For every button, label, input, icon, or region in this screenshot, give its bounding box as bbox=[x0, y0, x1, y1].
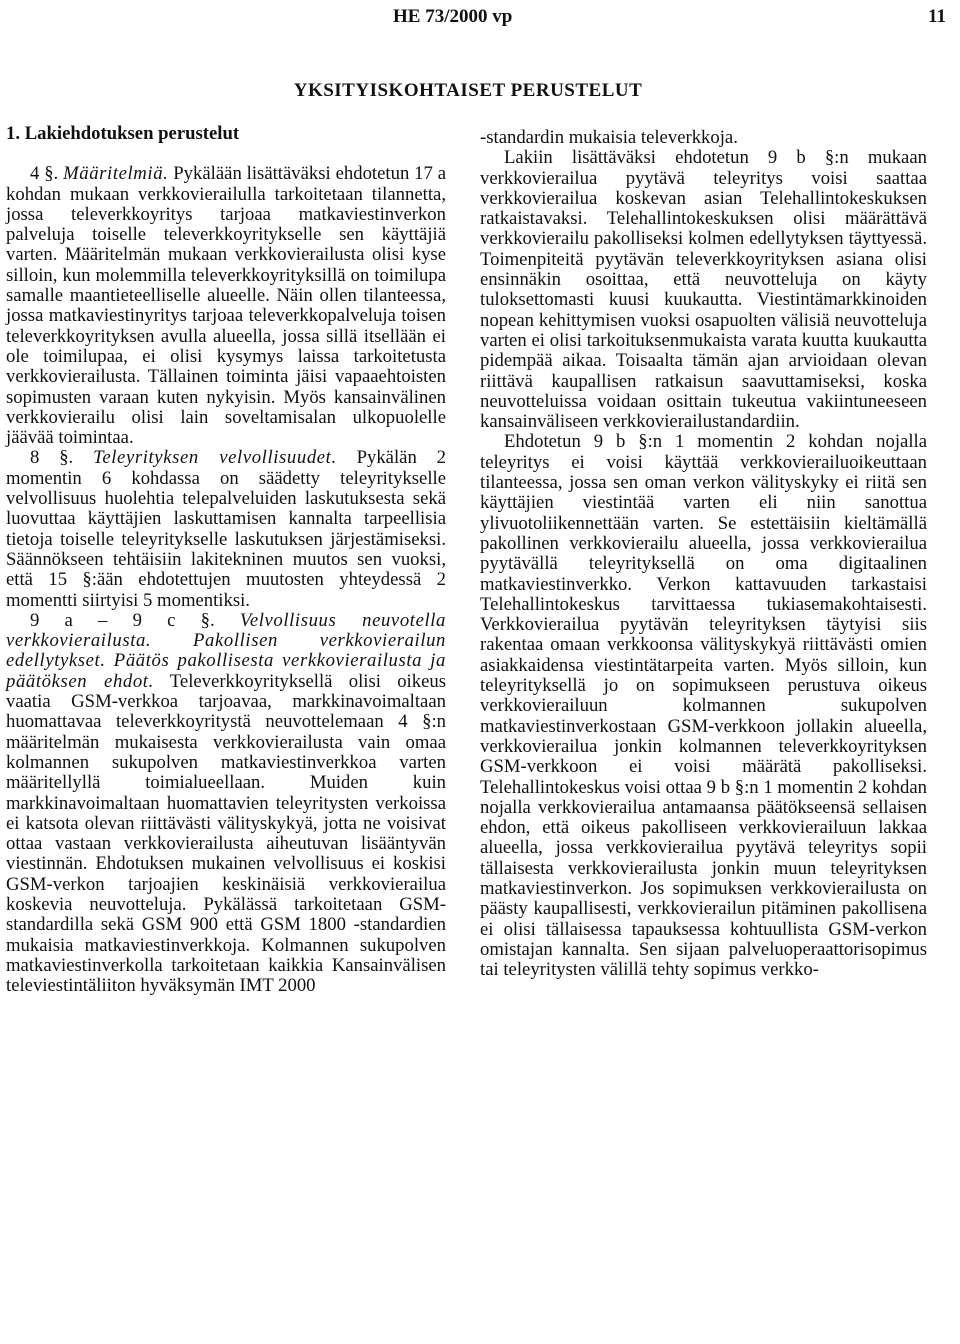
paragraph-text: Pykälän 2 momentin 6 kohdassa on säädetty teleyritykselle velvollisuus huolehtia telepalveluiden laskutuksesta sekä luovuttaa käyttäjien laskuttamisen kannalta tarpeellisia tietoja toiselle teleyritykselle laskutuksen järjestämiseksi. Säännökseen tehtäisiin lakitekninen muutos sen vuoksi, että 15 §:ään ehdotettujen muutosten yhteydessä 2 momentti siirtyisi 5 momentiksi. bbox=[6, 447, 447, 611]
section-ref: 4 §. bbox=[30, 163, 64, 185]
section-ref: 8 §. bbox=[30, 447, 94, 469]
paragraph-obligations bbox=[6, 448, 446, 610]
paragraph-definitions bbox=[6, 164, 446, 448]
paragraph-conditions: Lakiin lisättäväksi ehdotetun 9 b §:n mukaan verkkovierailua pyytävä teleyritys voisi saattaa verkkovierailua koskevan asian Telehallintokeskuksen ratkaistavaksi. Telehallintokeskuksen olisi määrättävä verkkovierailu pakolliseksi kolmen edellytyksen täyttyessä. Toimenpiteitä pyytävän televerkkoyrityksen asiana olisi ensinnäkin osoittaa, että neuvotteluja on käyty tuloksettomasti kuusi kuukautta. Viestintämarkkinoiden nopean kehittymisen vuoksi osapuolten välisiä neuvotteluja varten ei olisi tarkoituksenmukaista varata kuutta kuukautta pidempää aikaa. Toisaalta tämän ajan arvioidaan olevan riittävä kaupallisen ratkaisun saavuttamiseksi, koska neuvotteluissa voidaan osittain tukeutua vakiintuneeseen kansainväliseen verkkovierailustandardiin. bbox=[480, 147, 927, 433]
running-header bbox=[0, 4, 960, 30]
right-column bbox=[480, 128, 927, 980]
section-title: YKSITYISKOHTAISET PERUSTELUT bbox=[293, 80, 643, 101]
paragraph-continuation: -standardin mukaisia televerkkoja. bbox=[480, 127, 738, 148]
paragraph-text: Pykälään lisättäväksi ehdotetun 17 a kohdan mukaan verkkovierailulla tarkoitetaan tilannetta, jossa televerkkoyritys tarjoaa matkaviestinverkon palveluja toiselle televerkkoyritykselle sen käyttäjiä varten. Määritelmän mukaan verkkovierailusta olisi kyse silloin, kun molemmilla televerkkoyrityksillä on toimilupa samalle maantieteelliselle alueelle. Näin ollen tilanteessa, jossa matkaviestinyritys tarjoaa televerkkopalveluja toisen televerkkoyrityksen avulla alueella, jossa sillä itsellään ei ole toimilupaa, ei olisi kysymys laissa tarkoitetusta verkkovierailusta. Tällainen toiminta jäisi vapaaehtoisten sopimusten varaan kuten nykyisin. Myös kansainvälinen verkkovierailu olisi lain soveltamisalan ulkopuolelle jäävää toimintaa. bbox=[6, 163, 447, 449]
section-heading: Määritelmiä. bbox=[63, 163, 169, 185]
section-heading: Velvollisuus neuvotella verkkovierailusta. Pakollisen verkkovierailun edellytykset. Päätös pakollisesta verkkovierailusta ja päätöksen ehdot. bbox=[6, 609, 446, 692]
page-number: 11 bbox=[928, 6, 946, 27]
subheading: 1. Lakiehdotuksen perustelut bbox=[6, 123, 240, 144]
section-ref: 9 a – 9 c §. bbox=[30, 609, 240, 631]
paragraph-overflow-traffic: Ehdotetun 9 b §:n 1 momentin 2 kohdan nojalla teleyritys ei voisi käyttää verkkovierailuoikeuttaan tilanteessa, jossa sen oman verkon välityskyky ei riitä sen käyttäjien viestintää varten eli niin sanottua ylivuotoliikennettään varten. Se estettäisiin kieltämällä pakollinen verkkovierailu alueella, jossa verkkovierailua pyytävällä teleyrityksellä on oma digitaalinen matkaviestinverkko. Verkon kattavuuden tarkastaisi Telehallintokeskus tarvittaessa tukiasemakohtaisesti. Verkkovierailua pyytävän teleyrityksen täytyisi siis rakentaa omaan verkkoonsa välityskykyä riittävästi omien asiakkaidensa viestintätarpeita varten. Myös silloin, kun teleyrityksellä jo on sopimukseen perustuva oikeus verkkovierailuun kolmannen sukupolven matkaviestinverkostaan GSM-verkkoon jollakin alueella, verkkovierailua jonkin kolmannen televerkkoyrityksen GSM-verkkoon ei voisi määrätä pakolliseksi. Telehallintokeskus voisi ottaa 9 b §:n 1 momentin 2 kohdan nojalla verkkovierailua antamaansa päätökseensä sellaisen ehdon, että oikeus pakolliseen verkkovierailuun lakkaa alueella, jossa verkkovierailua pyytävä teleyritys sopii tällaisesta verkkovierailusta jonkin muun teleyrityksen matkaviestinverkon. Jos sopimuksen verkkovierailusta on päästy kaupallisesti, verkkovierailun pitäminen pakollisena ei olisi tällaisessa tapauksessa kohtuullista GSM-verkon omistajan kannalta. Sen sijaan palveluoperaattorisopimus tai teleyritysten välillä tehty sopimus verkko- bbox=[480, 431, 927, 981]
left-column bbox=[6, 124, 446, 996]
paragraph-text: Televerkkoyrityksellä olisi oikeus vaatia GSM-verkkoa tarjoavaa, markkinavoimaltaan huomattavaa televerkkoyritystä neuvottelemaan 4 §:n määritelmän mukaisesta verkkovierailusta vain omaa kolmannen sukupolven matkaviestinverkkoa varten määritellyllä toimialueellaan. Muiden kuin markkinavoimaltaan huomattavien teleyritysten verkoissa ei katsota olevan riittävästi välityskykyä, jotta ne voisivat ottaa vastaan verkkovierailusta aiheutuvan lisääntyvän viestinnän. Ehdotuksen mukainen velvollisuus ei koskisi GSM-verkon tarjoajien keskinäisiä verkkovierailua koskevia neuvotteluja. Pykälässä tarkoitetaan GSM-standardilla sekä GSM 900 että GSM 1800 -standardien mukaisia matkaviestinverkkoja. Kolmannen sukupolven matkaviestinverkolla tarkoitetaan kaikkia Kansainvälisen televiestintäliiton hyväksymän IMT 2000 bbox=[6, 670, 446, 997]
paragraph-roaming bbox=[6, 611, 446, 997]
section-heading: Teleyrityksen velvollisuudet. bbox=[93, 447, 337, 469]
document-id: HE 73/2000 vp bbox=[393, 6, 513, 27]
